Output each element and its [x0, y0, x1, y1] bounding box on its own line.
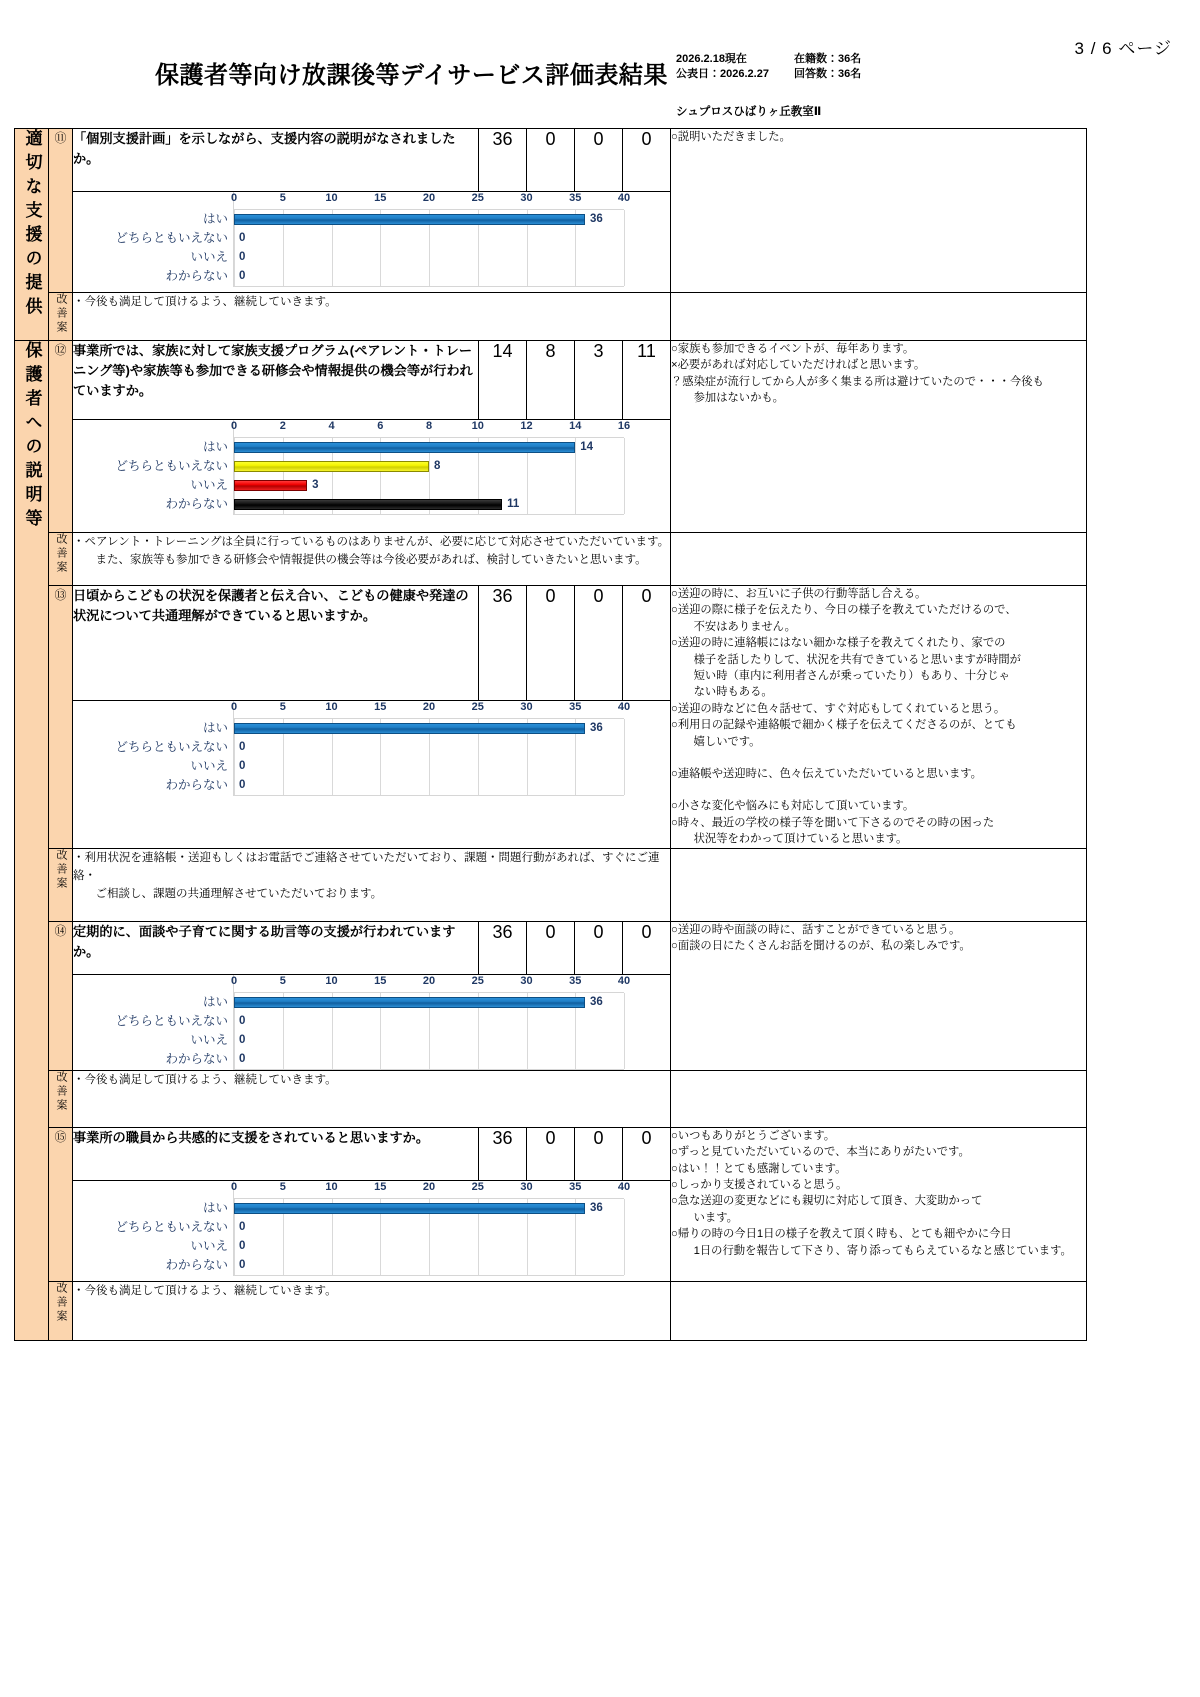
- evaluation-table: [14, 128, 1087, 1341]
- chart-bar-row: [115, 738, 624, 757]
- comment-line: ○利用日の記録や連絡帳で細かく様子を伝えてくださるのが、とても: [671, 719, 1017, 732]
- comment-column: [671, 586, 1087, 849]
- axis-tick-label: 10: [325, 974, 338, 987]
- chart-gridline: [624, 993, 625, 1069]
- asof-date: 2026.2.18現在: [676, 53, 747, 65]
- answer-count-わからない: 0: [623, 586, 671, 701]
- header-meta: [676, 52, 914, 82]
- answer-count-はい: 36: [479, 921, 527, 974]
- chart-value-label: 0: [239, 1052, 246, 1065]
- axis-tick-label: 0: [230, 1180, 238, 1193]
- comment-line: ○家族も参加できるイベントが、毎年あります。: [671, 343, 915, 355]
- axis-tick-label: 0: [230, 701, 238, 714]
- comment-line: ○急な送迎の変更などにも親切に対応して頂き、大変助かって: [671, 1195, 983, 1208]
- axis-tick-label: 35: [569, 974, 582, 987]
- improvement-label: [49, 848, 73, 921]
- answer-count-わからない: 0: [623, 921, 671, 974]
- axis-tick-label: 15: [374, 1180, 387, 1193]
- axis-tick-label: 35: [569, 1180, 582, 1193]
- axis-tick-label: 40: [617, 974, 631, 987]
- comment-line: ○送迎の時などに色々話せて、すぐ対応もしてくれていると思う。: [671, 702, 1006, 715]
- question-number: ⑮: [49, 1127, 73, 1281]
- improvement-line: ・ペアレント・トレーニングは全員に行っているものはありませんが、必要に応じて対応させていただいています。: [73, 536, 670, 548]
- answer-count-どちらともいえない: 8: [527, 341, 575, 420]
- chart-category-label: どちらともいえない: [115, 740, 228, 755]
- comment-column-continuation: [671, 533, 1087, 586]
- comment-line: 嬉しいです。: [671, 735, 761, 748]
- question-number: ⑫: [49, 341, 73, 533]
- improvement-text: [73, 1070, 671, 1127]
- chart-bar-row: [115, 1012, 624, 1031]
- axis-tick-label: 30: [520, 192, 533, 204]
- chart-bar-row: [115, 457, 624, 476]
- axis-tick-label: 35: [569, 192, 582, 204]
- answer-count-どちらともいえない: 0: [527, 1127, 575, 1180]
- chart-value-label: 0: [239, 1220, 246, 1233]
- comment-line: 様子を話したりして、状況を共有できていると思いますが時間が: [671, 653, 1021, 666]
- chart-gridline: [624, 210, 625, 286]
- answer-count-いいえ: 0: [575, 921, 623, 974]
- improvement-label-text: 改善案: [55, 1281, 67, 1324]
- chart-bar: [234, 997, 585, 1008]
- axis-tick-label: 5: [279, 1180, 286, 1193]
- chart-bar-row: [165, 1256, 624, 1275]
- question-text: 「個別支援計画」を示しながら、支援内容の説明がなされましたか。: [73, 129, 479, 192]
- category-text: 適切な支援の提供: [22, 129, 42, 321]
- chart-value-label: 0: [239, 1258, 246, 1271]
- chart-bar-row: [190, 248, 624, 267]
- comment-line: 不安はありません。: [671, 620, 796, 633]
- chart-bar-row: [202, 719, 624, 738]
- axis-tick-label: 40: [617, 701, 631, 714]
- improvement-line: ・今後も満足して頂けるよう、継続していきます。: [73, 1284, 337, 1297]
- comment-line: ○はい！！とても感謝しています。: [671, 1162, 847, 1175]
- chart-cell: [73, 974, 671, 1070]
- chart-bars: [115, 718, 624, 796]
- question-row: [15, 921, 1087, 974]
- question-text: 日頃からこどもの状況を保護者と伝え合い、こどもの健康や発達の状況について共通理解ができていると思いますか。: [73, 586, 479, 701]
- chart-category-label: わからない: [165, 269, 228, 283]
- chart-bar-row: [190, 476, 624, 495]
- chart-bar-row: [202, 993, 624, 1012]
- chart-value-label: 0: [239, 251, 246, 263]
- chart-plot-area: [115, 420, 631, 515]
- chart-category-label: はい: [202, 440, 228, 454]
- chart-bar-row: [165, 776, 624, 795]
- facility-name: シュプロスひばりヶ丘教室Ⅱ: [676, 106, 822, 118]
- chart-plot-area: [115, 1180, 631, 1276]
- axis-tick-label: 6: [377, 420, 384, 432]
- improvement-label-text: 改善案: [55, 533, 67, 575]
- chart-value-label: 0: [239, 1014, 246, 1027]
- comment-column-continuation: [671, 1281, 1087, 1340]
- question-row: [15, 1127, 1087, 1180]
- axis-tick-label: 0: [230, 420, 238, 432]
- chart-value-label: 36: [590, 995, 603, 1008]
- answer-count-はい: 36: [479, 129, 527, 192]
- chart-bar-row: [165, 495, 624, 514]
- chart-bars: [115, 992, 624, 1070]
- chart-category-label: どちらともいえない: [115, 231, 228, 245]
- improvement-label: [49, 1070, 73, 1127]
- chart-gridline: [624, 719, 625, 795]
- chart-value-label: 0: [239, 270, 246, 282]
- chart-category-label: はい: [202, 994, 228, 1009]
- comment-line: ○送迎の時に連絡帳にはない細かな様子を教えてくれたり、家での: [671, 637, 1006, 650]
- axis-tick-label: 5: [279, 974, 286, 987]
- improvement-line: ・今後も満足して頂けるよう、継続していきます。: [73, 296, 337, 308]
- axis-tick-label: 15: [374, 974, 387, 987]
- comment-line: 参加はないかも。: [671, 392, 784, 405]
- chart-bar-row: [202, 210, 624, 229]
- comment-column: [671, 921, 1087, 1070]
- chart-bar: [234, 723, 585, 734]
- improvement-line: ご相談し、課題の共通理解させていただいております。: [84, 887, 383, 900]
- comment-line: ○帰りの時の今日1日の様子を教えて頂く時も、とても細やかに今日: [671, 1228, 1012, 1241]
- axis-tick-label: 8: [425, 420, 433, 432]
- improvement-label-text: 改善案: [55, 848, 67, 891]
- question-number: ⑬: [49, 586, 73, 849]
- comment-line: ？感染症が流行してから人が多く集まる所は避けていたので・・・今後も: [671, 375, 1044, 388]
- axis-tick-label: 30: [520, 1180, 533, 1193]
- chart-bar-row: [202, 1199, 624, 1218]
- improvement-label-text: 改善案: [55, 293, 67, 335]
- improvement-row: [15, 848, 1087, 921]
- chart-value-label: 36: [590, 722, 603, 735]
- chart-bar-row: [165, 267, 624, 286]
- chart-x-axis: [230, 701, 631, 718]
- chart-plot-area: [115, 974, 631, 1070]
- chart-bars: [115, 1198, 624, 1276]
- chart-bar-row: [115, 229, 624, 248]
- axis-tick-label: 25: [471, 1180, 484, 1193]
- comment-line: 状況等をわかって頂けていると思います。: [671, 833, 908, 846]
- axis-tick-label: 15: [374, 192, 387, 204]
- answers-count: 回答数：36名: [794, 68, 862, 80]
- chart-bar-row: [190, 757, 624, 776]
- chart-x-axis: [230, 974, 631, 992]
- answer-count-わからない: 0: [623, 1127, 671, 1180]
- chart-category-label: はい: [202, 1200, 228, 1215]
- comment-line: ○送迎の時に、お互いに子供の行動等話し合える。: [671, 588, 927, 600]
- chart-category-label: いいえ: [190, 1032, 228, 1047]
- axis-tick-label: 10: [471, 420, 484, 432]
- improvement-row: [15, 293, 1087, 341]
- chart-value-label: 36: [590, 1201, 603, 1214]
- axis-tick-label: 20: [422, 192, 436, 204]
- chart-cell: [73, 1180, 671, 1281]
- improvement-text: [73, 533, 671, 586]
- chart-bar-row: [190, 1237, 624, 1256]
- question-text: 事業所の職員から共感的に支援をされていると思いますか。: [73, 1127, 479, 1180]
- comment-column: [671, 1127, 1087, 1281]
- axis-tick-label: 40: [617, 192, 631, 204]
- improvement-label: [49, 533, 73, 586]
- comment-line: 1日の行動を報告して下さり、寄り添ってもらえているなと感じています。: [671, 1244, 1072, 1257]
- comment-line: います。: [671, 1211, 738, 1224]
- chart-x-axis: [230, 192, 631, 209]
- axis-tick-label: 0: [230, 192, 238, 204]
- chart-bar-row: [115, 1218, 624, 1237]
- answer-count-どちらともいえない: 0: [527, 129, 575, 192]
- improvement-label: [49, 293, 73, 341]
- chart-bar-row: [190, 1031, 624, 1050]
- chart-bar: [234, 214, 585, 225]
- chart-category-label: わからない: [165, 1257, 228, 1272]
- chart-value-label: 11: [507, 498, 520, 510]
- page-header: [0, 0, 1200, 128]
- chart-category-label: いいえ: [190, 759, 228, 774]
- axis-tick-label: 16: [617, 420, 631, 432]
- answer-count-はい: 36: [479, 1127, 527, 1180]
- comment-line: ○説明いただきました。: [671, 131, 791, 143]
- chart-value-label: 0: [239, 232, 246, 244]
- comment-line: ○送迎の際に様子を伝えたり、今日の様子を教えていただけるので、: [671, 604, 1017, 617]
- chart-value-label: 0: [239, 779, 246, 792]
- category-label-cat-appropriate-support: [15, 129, 49, 341]
- improvement-line: また、家族等も参加できる研修会や情報提供の機会等は今後必要があれば、検討していきたいと思います。: [84, 554, 647, 566]
- chart-value-label: 0: [239, 741, 246, 754]
- axis-tick-label: 30: [520, 701, 533, 714]
- improvement-line: ・今後も満足して頂けるよう、継続していきます。: [73, 1073, 337, 1086]
- chart-bar: [234, 480, 307, 491]
- comment-line: [671, 750, 1086, 766]
- chart-category-label: どちらともいえない: [115, 459, 228, 473]
- answer-count-いいえ: 0: [575, 129, 623, 192]
- comment-column: [671, 341, 1087, 533]
- improvement-line: ・利用状況を連絡帳・送迎もしくはお電話でご連絡させていただいており、課題・問題行動があれば、すぐにご連絡・: [73, 851, 660, 882]
- answer-count-どちらともいえない: 0: [527, 921, 575, 974]
- axis-tick-label: 10: [325, 701, 338, 714]
- bar-chart: [73, 192, 670, 287]
- improvement-text: [73, 293, 671, 341]
- bar-chart: [73, 420, 670, 515]
- improvement-row: [15, 1070, 1087, 1127]
- chart-bar-row: [202, 438, 624, 457]
- chart-bar-row: [165, 1050, 624, 1069]
- answer-count-わからない: 0: [623, 129, 671, 192]
- comment-line: ○小さな変化や悩みにも対応して頂いています。: [671, 800, 915, 813]
- answer-count-どちらともいえない: 0: [527, 586, 575, 701]
- chart-bar: [234, 442, 575, 453]
- chart-value-label: 0: [239, 1239, 246, 1252]
- comment-line: ○送迎の時や面談の時に、話すことができていると思う。: [671, 923, 961, 936]
- chart-value-label: 8: [434, 460, 441, 472]
- chart-category-label: どちらともいえない: [115, 1219, 228, 1234]
- chart-cell: [73, 192, 671, 293]
- page-number: 3 / 6 ページ: [1074, 39, 1172, 58]
- axis-tick-label: 12: [520, 420, 533, 432]
- improvement-text: [73, 1281, 671, 1340]
- chart-category-label: わからない: [165, 778, 228, 793]
- chart-plot-area: [115, 192, 631, 287]
- chart-value-label: 0: [239, 1033, 246, 1046]
- chart-cell: [73, 420, 671, 533]
- comment-line: ×必要があれば対応していただければと思います。: [671, 359, 926, 372]
- chart-value-label: 14: [580, 441, 594, 453]
- enrolled-count: 在籍数：36名: [794, 53, 862, 65]
- chart-bar: [234, 499, 502, 510]
- chart-cell: [73, 701, 671, 848]
- bar-chart: [73, 1181, 670, 1276]
- comment-column-continuation: [671, 1070, 1087, 1127]
- category-text: 保護者への説明等: [22, 341, 42, 533]
- chart-category-label: はい: [202, 212, 228, 226]
- axis-tick-label: 25: [471, 192, 484, 204]
- chart-category-label: いいえ: [190, 478, 228, 492]
- chart-bars: [115, 209, 624, 287]
- improvement-row: [15, 533, 1087, 586]
- bar-chart: [73, 701, 670, 796]
- axis-tick-label: 25: [471, 974, 484, 987]
- chart-bars: [115, 437, 624, 515]
- comment-line: ○いつもありがとうございます。: [671, 1129, 836, 1142]
- chart-value-label: 3: [312, 479, 319, 491]
- axis-tick-label: 20: [422, 1180, 436, 1193]
- comment-line: ○連絡帳や送迎時に、色々伝えていただいていると思います。: [671, 768, 982, 781]
- improvement-row: [15, 1281, 1087, 1340]
- question-text: 定期的に、面談や子育てに関する助言等の支援が行われていますか。: [73, 921, 479, 974]
- question-number: ⑭: [49, 921, 73, 1070]
- answer-count-はい: 14: [479, 341, 527, 420]
- bar-chart: [73, 975, 670, 1070]
- comment-line: ない時もある。: [671, 686, 773, 699]
- comment-line: ○しっかり支援されていると思う。: [671, 1178, 848, 1191]
- chart-category-label: どちらともいえない: [115, 1013, 228, 1028]
- comment-column-continuation: [671, 848, 1087, 921]
- chart-gridline: [624, 1199, 625, 1275]
- answer-count-はい: 36: [479, 586, 527, 701]
- improvement-label-text: 改善案: [55, 1070, 67, 1113]
- answer-count-いいえ: 0: [575, 1127, 623, 1180]
- comment-column: [671, 129, 1087, 293]
- chart-bar: [234, 1203, 585, 1214]
- chart-x-axis: [230, 420, 631, 437]
- comment-line: ○ずっと見ていただいているので、本当にありがたいです。: [671, 1146, 970, 1159]
- axis-tick-label: 5: [279, 701, 286, 714]
- comment-column-continuation: [671, 293, 1087, 341]
- chart-category-label: わからない: [165, 1051, 228, 1066]
- question-row: [15, 586, 1087, 701]
- axis-tick-label: 20: [422, 701, 436, 714]
- axis-tick-label: 4: [328, 420, 335, 432]
- axis-tick-label: 10: [325, 1180, 338, 1193]
- published-date: 公表日：2026.2.27: [676, 68, 769, 80]
- axis-tick-label: 25: [471, 701, 484, 714]
- chart-gridline: [624, 438, 625, 514]
- answer-count-いいえ: 0: [575, 586, 623, 701]
- chart-value-label: 0: [239, 760, 246, 773]
- chart-category-label: いいえ: [190, 1238, 228, 1253]
- axis-tick-label: 40: [617, 1180, 631, 1193]
- axis-tick-label: 14: [569, 420, 582, 432]
- question-row: [15, 341, 1087, 420]
- category-label-cat-explanation-to-guardians: [15, 341, 49, 1341]
- comment-line: 短い時（車内に利用者さんが乗っていたり）もあり、十分じゃ: [671, 670, 1010, 683]
- comment-line: ○面談の日にたくさんお話を聞けるのが、私の楽しみです。: [671, 940, 971, 953]
- axis-tick-label: 20: [422, 974, 436, 987]
- improvement-label: [49, 1281, 73, 1340]
- chart-value-label: 36: [590, 213, 603, 225]
- comment-line: ○時々、最近の学校の様子等を聞いて下さるのでその時の困った: [671, 816, 995, 829]
- improvement-text: [73, 848, 671, 921]
- question-number: ⑪: [49, 129, 73, 293]
- axis-tick-label: 5: [279, 192, 286, 204]
- chart-plot-area: [115, 701, 631, 796]
- axis-tick-label: 10: [325, 192, 338, 204]
- chart-category-label: はい: [202, 721, 228, 736]
- axis-tick-label: 2: [279, 420, 286, 432]
- question-text: 事業所では、家族に対して家族支援プログラム(ペアレント・トレーニング等)や家族等も参加できる研修会や情報提供の機会等が行われていますか。: [73, 341, 479, 420]
- answer-count-いいえ: 3: [575, 341, 623, 420]
- chart-bar: [234, 461, 429, 472]
- page-title: 保護者等向け放課後等デイサービス評価表結果: [155, 62, 668, 89]
- comment-line: [671, 782, 1086, 798]
- axis-tick-label: 0: [230, 974, 238, 987]
- answer-count-わからない: 11: [623, 341, 671, 420]
- chart-x-axis: [230, 1180, 631, 1198]
- axis-tick-label: 30: [520, 974, 533, 987]
- axis-tick-label: 35: [569, 701, 582, 714]
- chart-category-label: いいえ: [190, 250, 228, 264]
- question-row: [15, 129, 1087, 192]
- chart-category-label: わからない: [165, 497, 228, 511]
- axis-tick-label: 15: [374, 701, 387, 714]
